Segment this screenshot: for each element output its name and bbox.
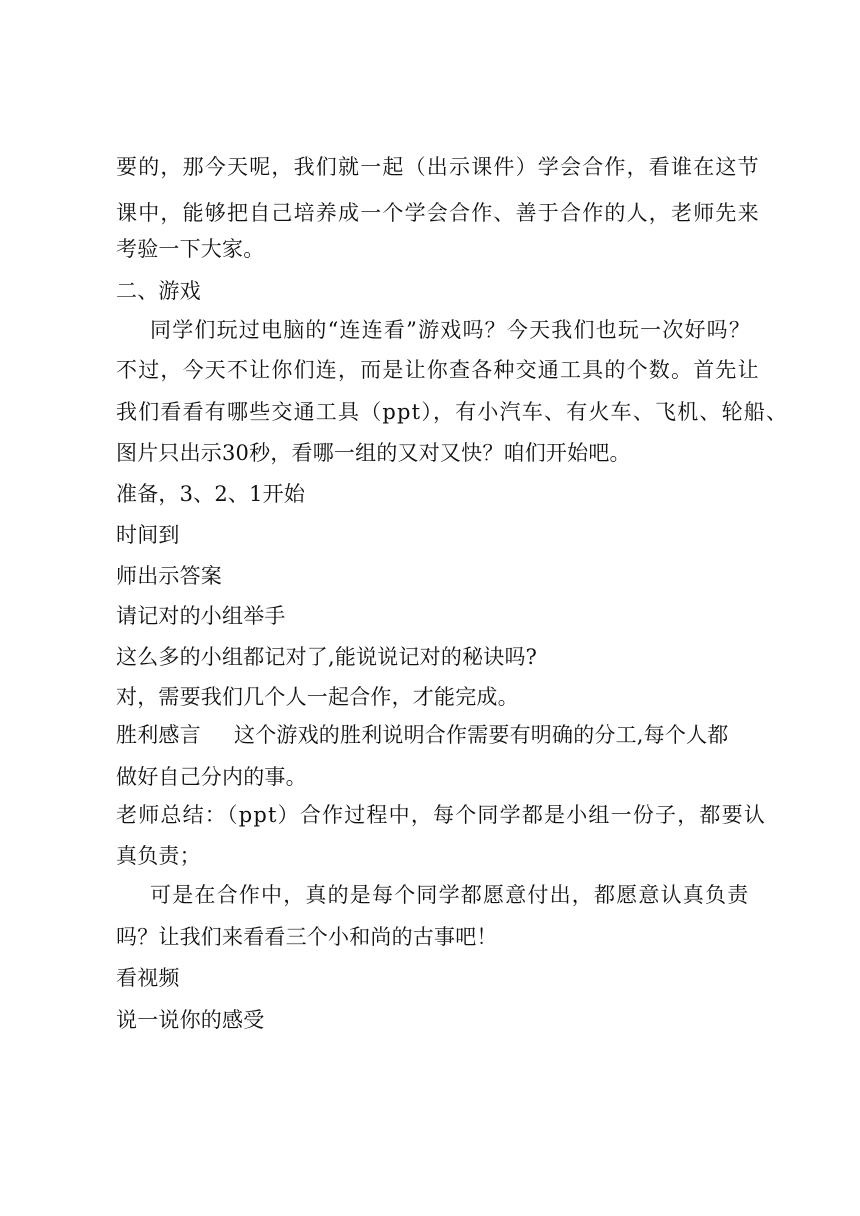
paragraph-line-1: 要的，那今天呢，我们就一起（出示课件）学会合作，看谁在这节 [116, 155, 760, 179]
step-ask-secret: 这么多的小组都记对了,能说说记对的秘诀吗? [116, 645, 538, 669]
summary-line-1: 老师总结：（ppt）合作过程中，每个同学都是小组一份子，都要认 [116, 803, 767, 827]
paragraph-line-8: 图片只出示30秒，看哪一组的又对又快？咱们开始吧。 [116, 441, 631, 465]
paragraph-line-5: 同学们玩过电脑的“连连看”游戏吗？今天我们也玩一次好吗？ [150, 318, 752, 342]
victory-text: 这个游戏的胜利说明合作需要有明确的分工,每个人都 [234, 723, 729, 747]
step-raise-hand: 请记对的小组举手 [116, 604, 286, 628]
step-ready: 准备，3、2、1开始 [116, 482, 306, 506]
step-time-up: 时间到 [116, 523, 180, 547]
paragraph-line-3: 考验一下大家。 [116, 237, 265, 261]
paragraph-line-6: 不过，今天不让你们连，而是让你查各种交通工具的个数。首先让 [116, 358, 760, 382]
story-line-1: 可是在合作中，真的是每个同学都愿意付出，都愿意认真负责 [150, 883, 750, 907]
victory-line-2: 做好自己分内的事。 [116, 765, 307, 789]
watch-video: 看视频 [116, 966, 180, 990]
story-line-2: 吗？让我们来看看三个小和尚的古事吧！ [116, 925, 498, 949]
summary-line-2: 真负责； [116, 844, 201, 868]
share-feelings: 说一说你的感受 [116, 1008, 265, 1032]
victory-line [116, 720, 746, 750]
paragraph-line-2: 课中，能够把自己培养成一个学会合作、善于合作的人，老师先来 [116, 201, 760, 225]
section-heading-game: 二、游戏 [116, 279, 201, 303]
step-cooperate: 对，需要我们几个人一起合作，才能完成。 [116, 685, 519, 709]
paragraph-line-7: 我们看看有哪些交通工具（ppt），有小汽车、有火车、飞机、轮船、 [116, 400, 789, 424]
step-show-answer: 师出示答案 [116, 564, 222, 588]
victory-label: 胜利感言 [116, 723, 201, 747]
